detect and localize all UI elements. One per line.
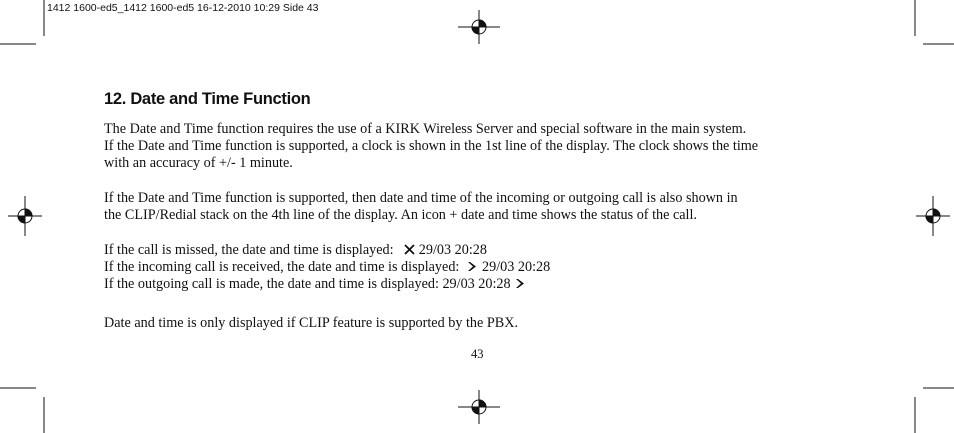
paragraph-requirements	[104, 121, 758, 172]
incoming-call-arrow-icon	[466, 261, 478, 272]
registration-target-bottom	[458, 390, 500, 424]
paragraph-line: the CLIP/Redial stack on the 4th line of the display. An icon + date and time shows the status of the call.	[104, 207, 697, 223]
paragraph-clip-note	[104, 315, 518, 332]
incoming-call-line	[104, 259, 550, 276]
registration-target-right	[916, 196, 950, 236]
paragraph-line: The Date and Time function requires the use of a KIRK Wireless Server and special software in the main system.	[104, 121, 747, 137]
paragraph-line: Date and time is only displayed if CLIP feature is supported by the PBX.	[104, 315, 518, 331]
call-status-list	[104, 242, 550, 293]
paragraph-clip-stack	[104, 190, 738, 224]
missed-call-text: If the call is missed, the date and time is displayed:	[104, 242, 394, 258]
outgoing-call-line	[104, 276, 550, 293]
outgoing-call-arrow-icon	[514, 278, 526, 289]
paragraph-line: If the Date and Time function is supported, a clock is shown in the 1st line of the display. The clock shows the time	[104, 138, 759, 154]
paragraph-line: with an accuracy of +/- 1 minute.	[104, 155, 293, 171]
section-heading: 12. Date and Time Function	[104, 90, 311, 108]
registration-target-top	[458, 10, 500, 44]
missed-call-x-icon	[404, 244, 415, 255]
registration-target-left	[8, 196, 42, 236]
outgoing-call-text: If the outgoing call is made, the date and time is displayed: 29/03 20:28	[104, 276, 511, 292]
page-number: 43	[471, 347, 484, 361]
incoming-call-text: If the incoming call is received, the date and time is displayed:	[104, 259, 460, 275]
paragraph-line: If the Date and Time function is supported, then date and time of the incoming or outgoing call is also shown in	[104, 190, 738, 206]
print-slug-line: 1412 1600-ed5_1412 1600-ed5 16-12-2010 10:29 Side 43	[47, 2, 319, 14]
missed-call-value: 29/03 20:28	[418, 242, 487, 258]
incoming-call-value: 29/03 20:28	[482, 259, 551, 275]
missed-call-line	[104, 242, 550, 259]
